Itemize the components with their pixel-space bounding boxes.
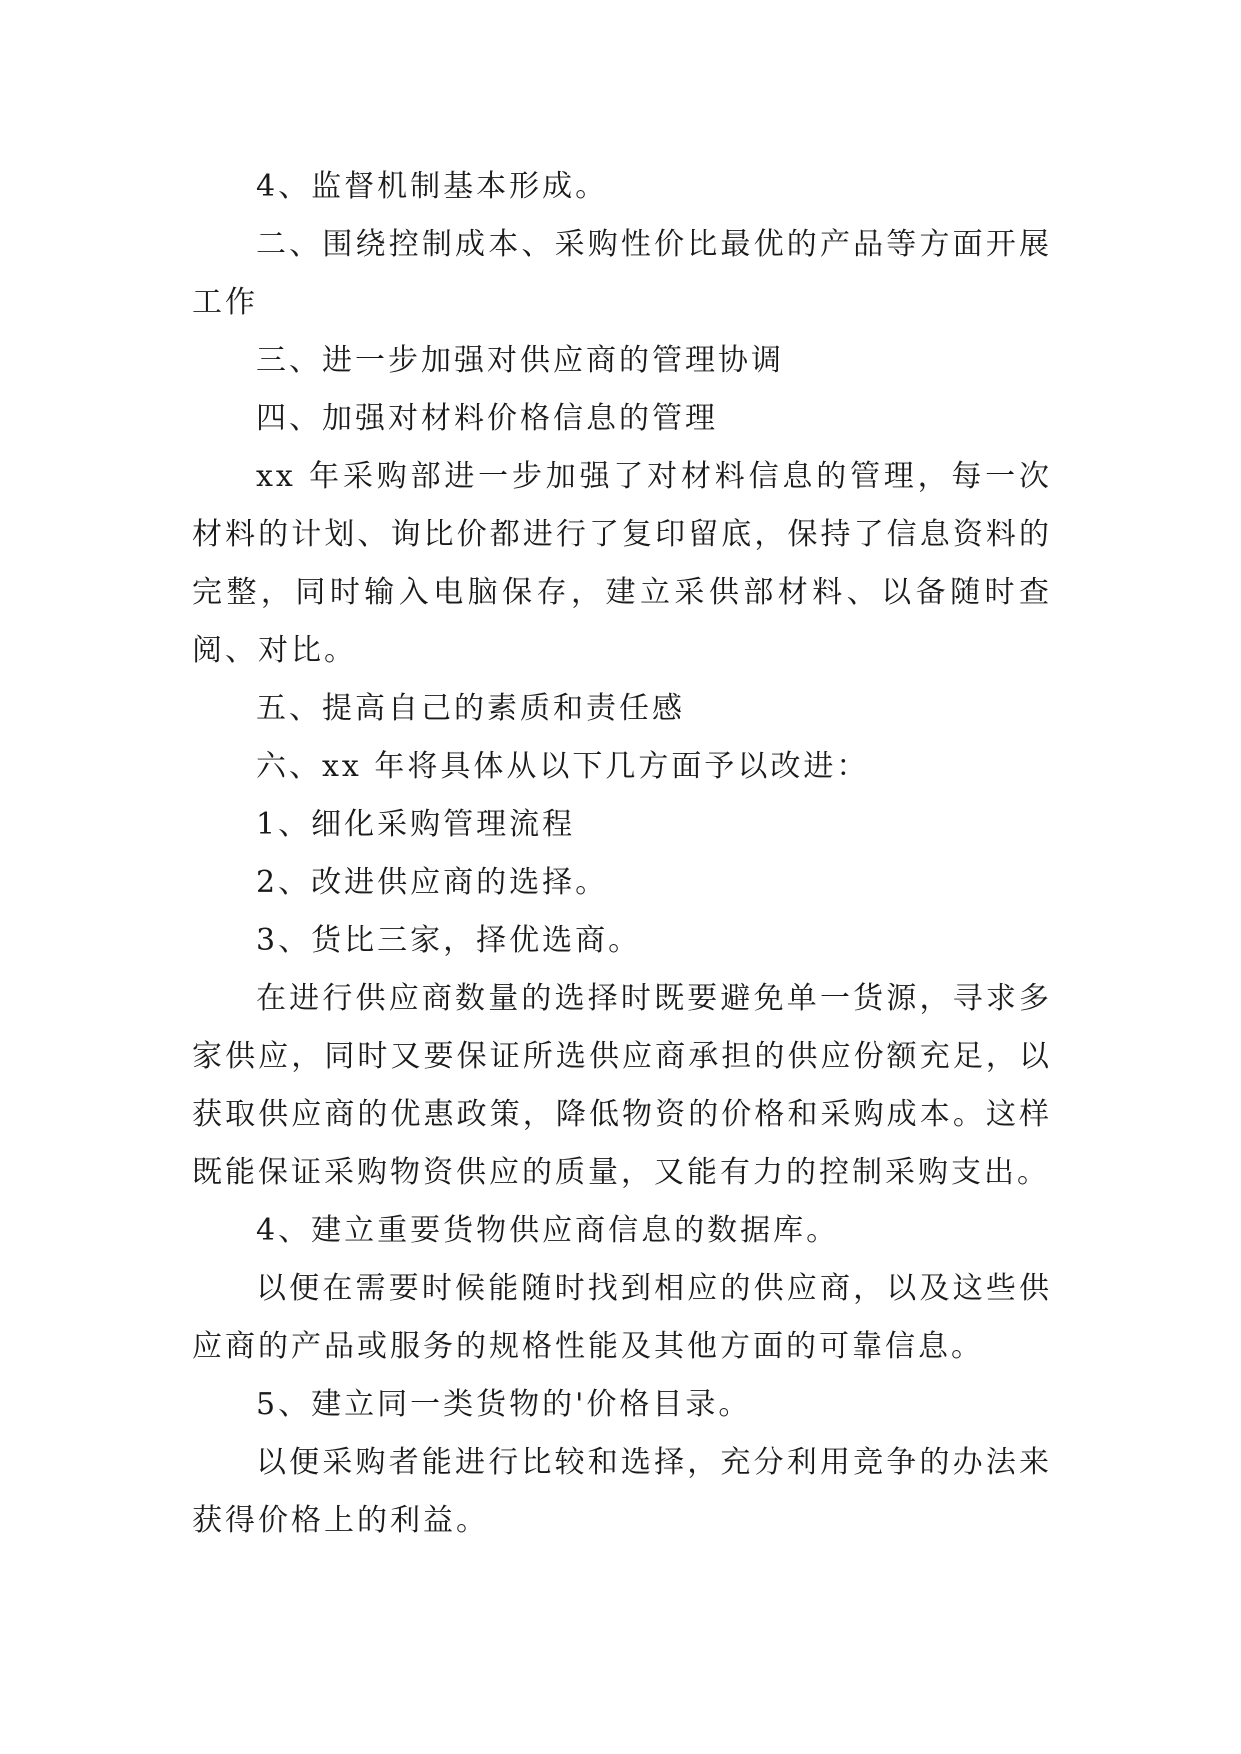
paragraph-item-3: 3、货比三家，择优选商。 bbox=[256, 923, 642, 958]
paragraph-item-5: 5、建立同一类货物的'价格目录。 bbox=[256, 1387, 752, 1422]
paragraph-section-3: 三、进一步加强对供应商的管理协调 bbox=[256, 343, 784, 378]
paragraph-material-info: xx 年采购部进一步加强了对材料信息的管理，每一次材料的计划、询比价都进行了复印留底，保持了信息资料的完整，同时输入电脑保存，建立采供部材料、以备随时查阅、对比。 bbox=[192, 459, 1052, 668]
paragraph-section-5: 五、提高自己的素质和责任感 bbox=[256, 691, 685, 726]
paragraph-section-6: 六、xx 年将具体从以下几方面予以改进： bbox=[256, 749, 870, 784]
paragraph-item-4: 4、建立重要货物供应商信息的数据库。 bbox=[256, 1213, 840, 1248]
document-body bbox=[192, 158, 1052, 1550]
paragraph-supplier-selection: 在进行供应商数量的选择时既要避免单一货源，寻求多家供应，同时又要保证所选供应商承担的供应份额充足，以获取供应商的优惠政策，降低物资的价格和采购成本。这样既能保证采购物资供应的质量，又能有力的控制采购支出。 bbox=[192, 981, 1052, 1190]
paragraph-section-4: 四、加强对材料价格信息的管理 bbox=[256, 401, 718, 436]
paragraph-section-2: 二、围绕控制成本、采购性价比最优的产品等方面开展工作 bbox=[192, 227, 1052, 320]
paragraph-item-2: 2、改进供应商的选择。 bbox=[256, 865, 609, 900]
paragraph-supervision: 4、监督机制基本形成。 bbox=[256, 169, 609, 204]
paragraph-price-catalog-purpose: 以便采购者能进行比较和选择，充分利用竞争的办法来获得价格上的利益。 bbox=[192, 1445, 1052, 1538]
paragraph-item-1: 1、细化采购管理流程 bbox=[256, 807, 576, 842]
paragraph-database-purpose: 以便在需要时候能随时找到相应的供应商，以及这些供应商的产品或服务的规格性能及其他方面的可靠信息。 bbox=[192, 1271, 1052, 1364]
